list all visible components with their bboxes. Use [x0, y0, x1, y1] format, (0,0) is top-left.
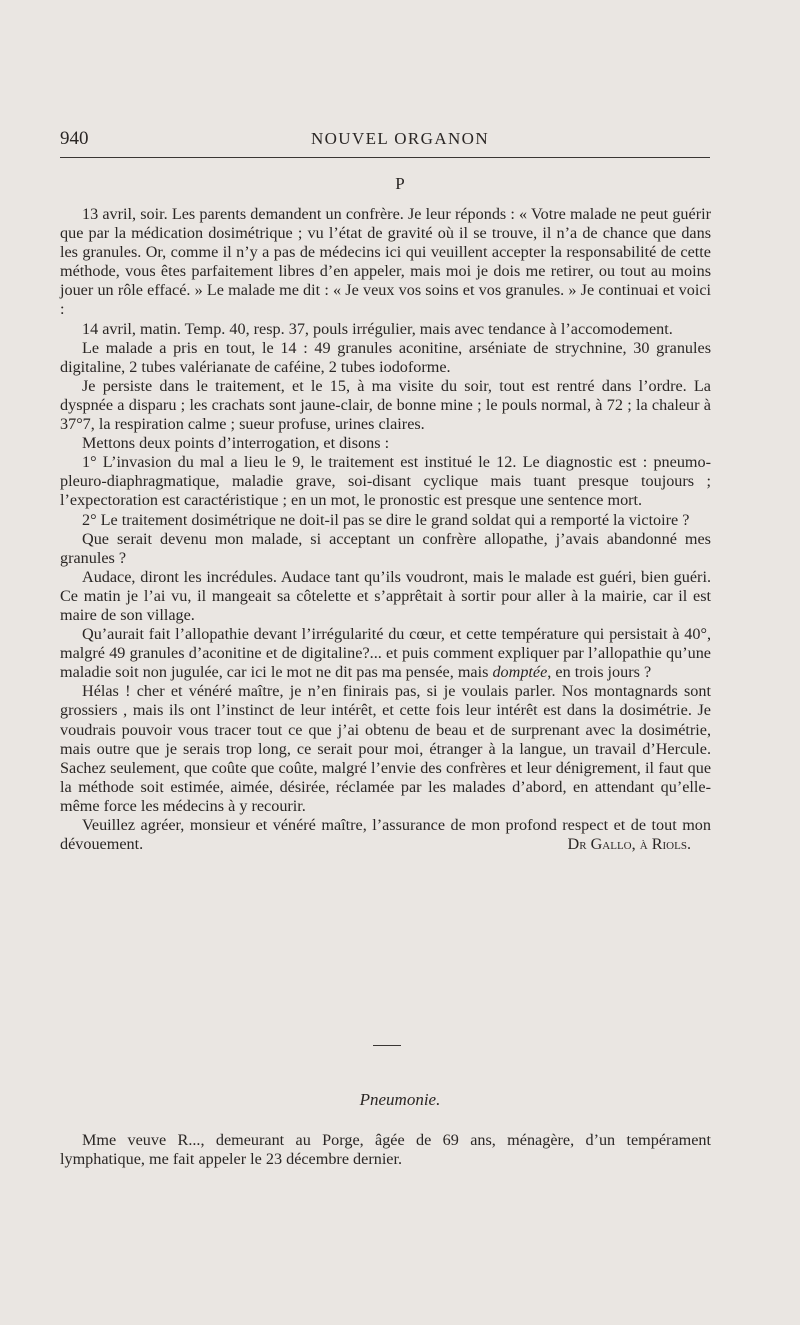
page-number: 940	[60, 128, 89, 149]
section-letter: P	[395, 174, 405, 193]
second-case-text	[60, 1131, 711, 1169]
paragraph: Que serait devenu mon malade, si acceptant un confrère allopathe, j’avais abandonné mes granules ?	[60, 529, 711, 567]
paragraph: Veuillez agréer, monsieur et vénéré maître, l’assurance de mon profond respect et de tout mon dévouement.	[60, 816, 711, 854]
body-text	[60, 205, 711, 854]
title-abbrev: Mme	[82, 1131, 117, 1149]
paragraph: 2° Le traitement dosimétrique ne doit-il pas se dire le grand soldat qui a remporté la victoire ?	[82, 510, 690, 529]
subheading: Pneumonie.	[359, 1090, 441, 1109]
paragraph: 13 avril, soir. Les parents demandent un confrère. Je leur réponds : « Votre malade ne peut guérir que par la médication dosimétrique ; vu l’état de gravité où il se trouve, il n’a de chance que dans les granules. Or, comme il n’y a pas de médecins ici qui veuillent accepter la responsabilité de cette méthode, vous êtes parfaitement libres d’en appeler, mais moi je dois me retirer, ou tout au moins jouer un rôle effacé. » Le malade me dit : « Je veux vos soins et vos granules. » Je continuai et voici :	[60, 205, 711, 319]
signature: Dr Gallo, à Riols.	[567, 835, 691, 854]
paragraph-text: Qu’aurait fait l’allopathie devant l’irrégularité du cœur, et cette température qui persistait à 40°, malgré 49 granules d’aconitine et de digitaline?... et puis comment expliquer par l’allopathie qu’une maladie soit non jugulée, car ici le mot ne dit pas ma pensée, mais	[60, 625, 711, 682]
paragraph: Je persiste dans le traitement, et le 15, à ma visite du soir, tout est rentré dans l’ordre. La dyspnée a disparu ; les crachats sont jaune-clair, de bonne mine ; le pouls normal, à 72 ; la chaleur à 37°7, la respiration calme ; sueur profuse, urines claires.	[60, 376, 711, 434]
paragraph: 1° L’invasion du mal a lieu le 9, le traitement est institué le 12. Le diagnostic est : pneumo-pleuro-diaphragmatique, maladie grave, soi-disant cyclique mais tuant presque toujours ; l’expectoration est caractéristique ; en un mot, le pronostic est presque une sentence mort.	[60, 453, 711, 510]
paragraph: 14 avril, matin. Temp. 40, resp. 37, pouls irrégulier, mais avec tendance à l’accomodement.	[82, 319, 673, 338]
section-divider	[373, 1045, 401, 1046]
paragraph: Le malade a pris en tout, le 14 : 49 granules aconitine, arséniate de strychnine, 30 granules digitaline, 2 tubes valérianate de caféine, 2 tubes iodoforme.	[60, 338, 711, 376]
paragraph: Audace, diront les incrédules. Audace tant qu’ils voudront, mais le malade est guéri, bien guéri. Ce matin je l’ai vu, il mangeait sa côtelette et s’apprêtait à sortir pour aller à la mairie, car il est maire de son village.	[60, 567, 711, 624]
paragraph-text: , en trois jours ?	[547, 663, 652, 682]
signature-line	[60, 835, 711, 854]
paragraph: Hélas ! cher et vénéré maître, je n’en finirais pas, si je voulais parler. Nos montagnards sont grossiers , mais ils ont l’instinct de leur intérêt, et cette fois leur intérêt est dans la dosimétrie. Je voudrais pouvoir vous tracer tout ce que j’ai obtenu de beau et de surprenant avec la dosimétrie, mais outre que je serais trop long, ce serait pour moi, étranger à la langue, un travail d’Hercule. Sachez seulement, que coûte que coûte, malgré l’envie des confrères et leur dénigrement, il faut que la méthode soit estimée, aimée, désirée, réclamée par les malades d’abord, en attendant qu’elle-même force les médecins à y recourir.	[60, 682, 711, 815]
paragraph: Mettons deux points d’interrogation, et disons :	[82, 434, 390, 453]
paragraph	[60, 1131, 711, 1169]
emphasis-word: domptée	[492, 663, 548, 682]
paragraph	[60, 625, 711, 682]
running-title: NOUVEL ORGANON	[310, 129, 490, 148]
header-rule	[60, 157, 710, 158]
paragraph-text: veuve R..., demeurant au Porge, âgée de 69 ans, ménagère, d’un tempérament lymphatique, me fait appeler le 23 décembre dernier.	[60, 1131, 711, 1169]
